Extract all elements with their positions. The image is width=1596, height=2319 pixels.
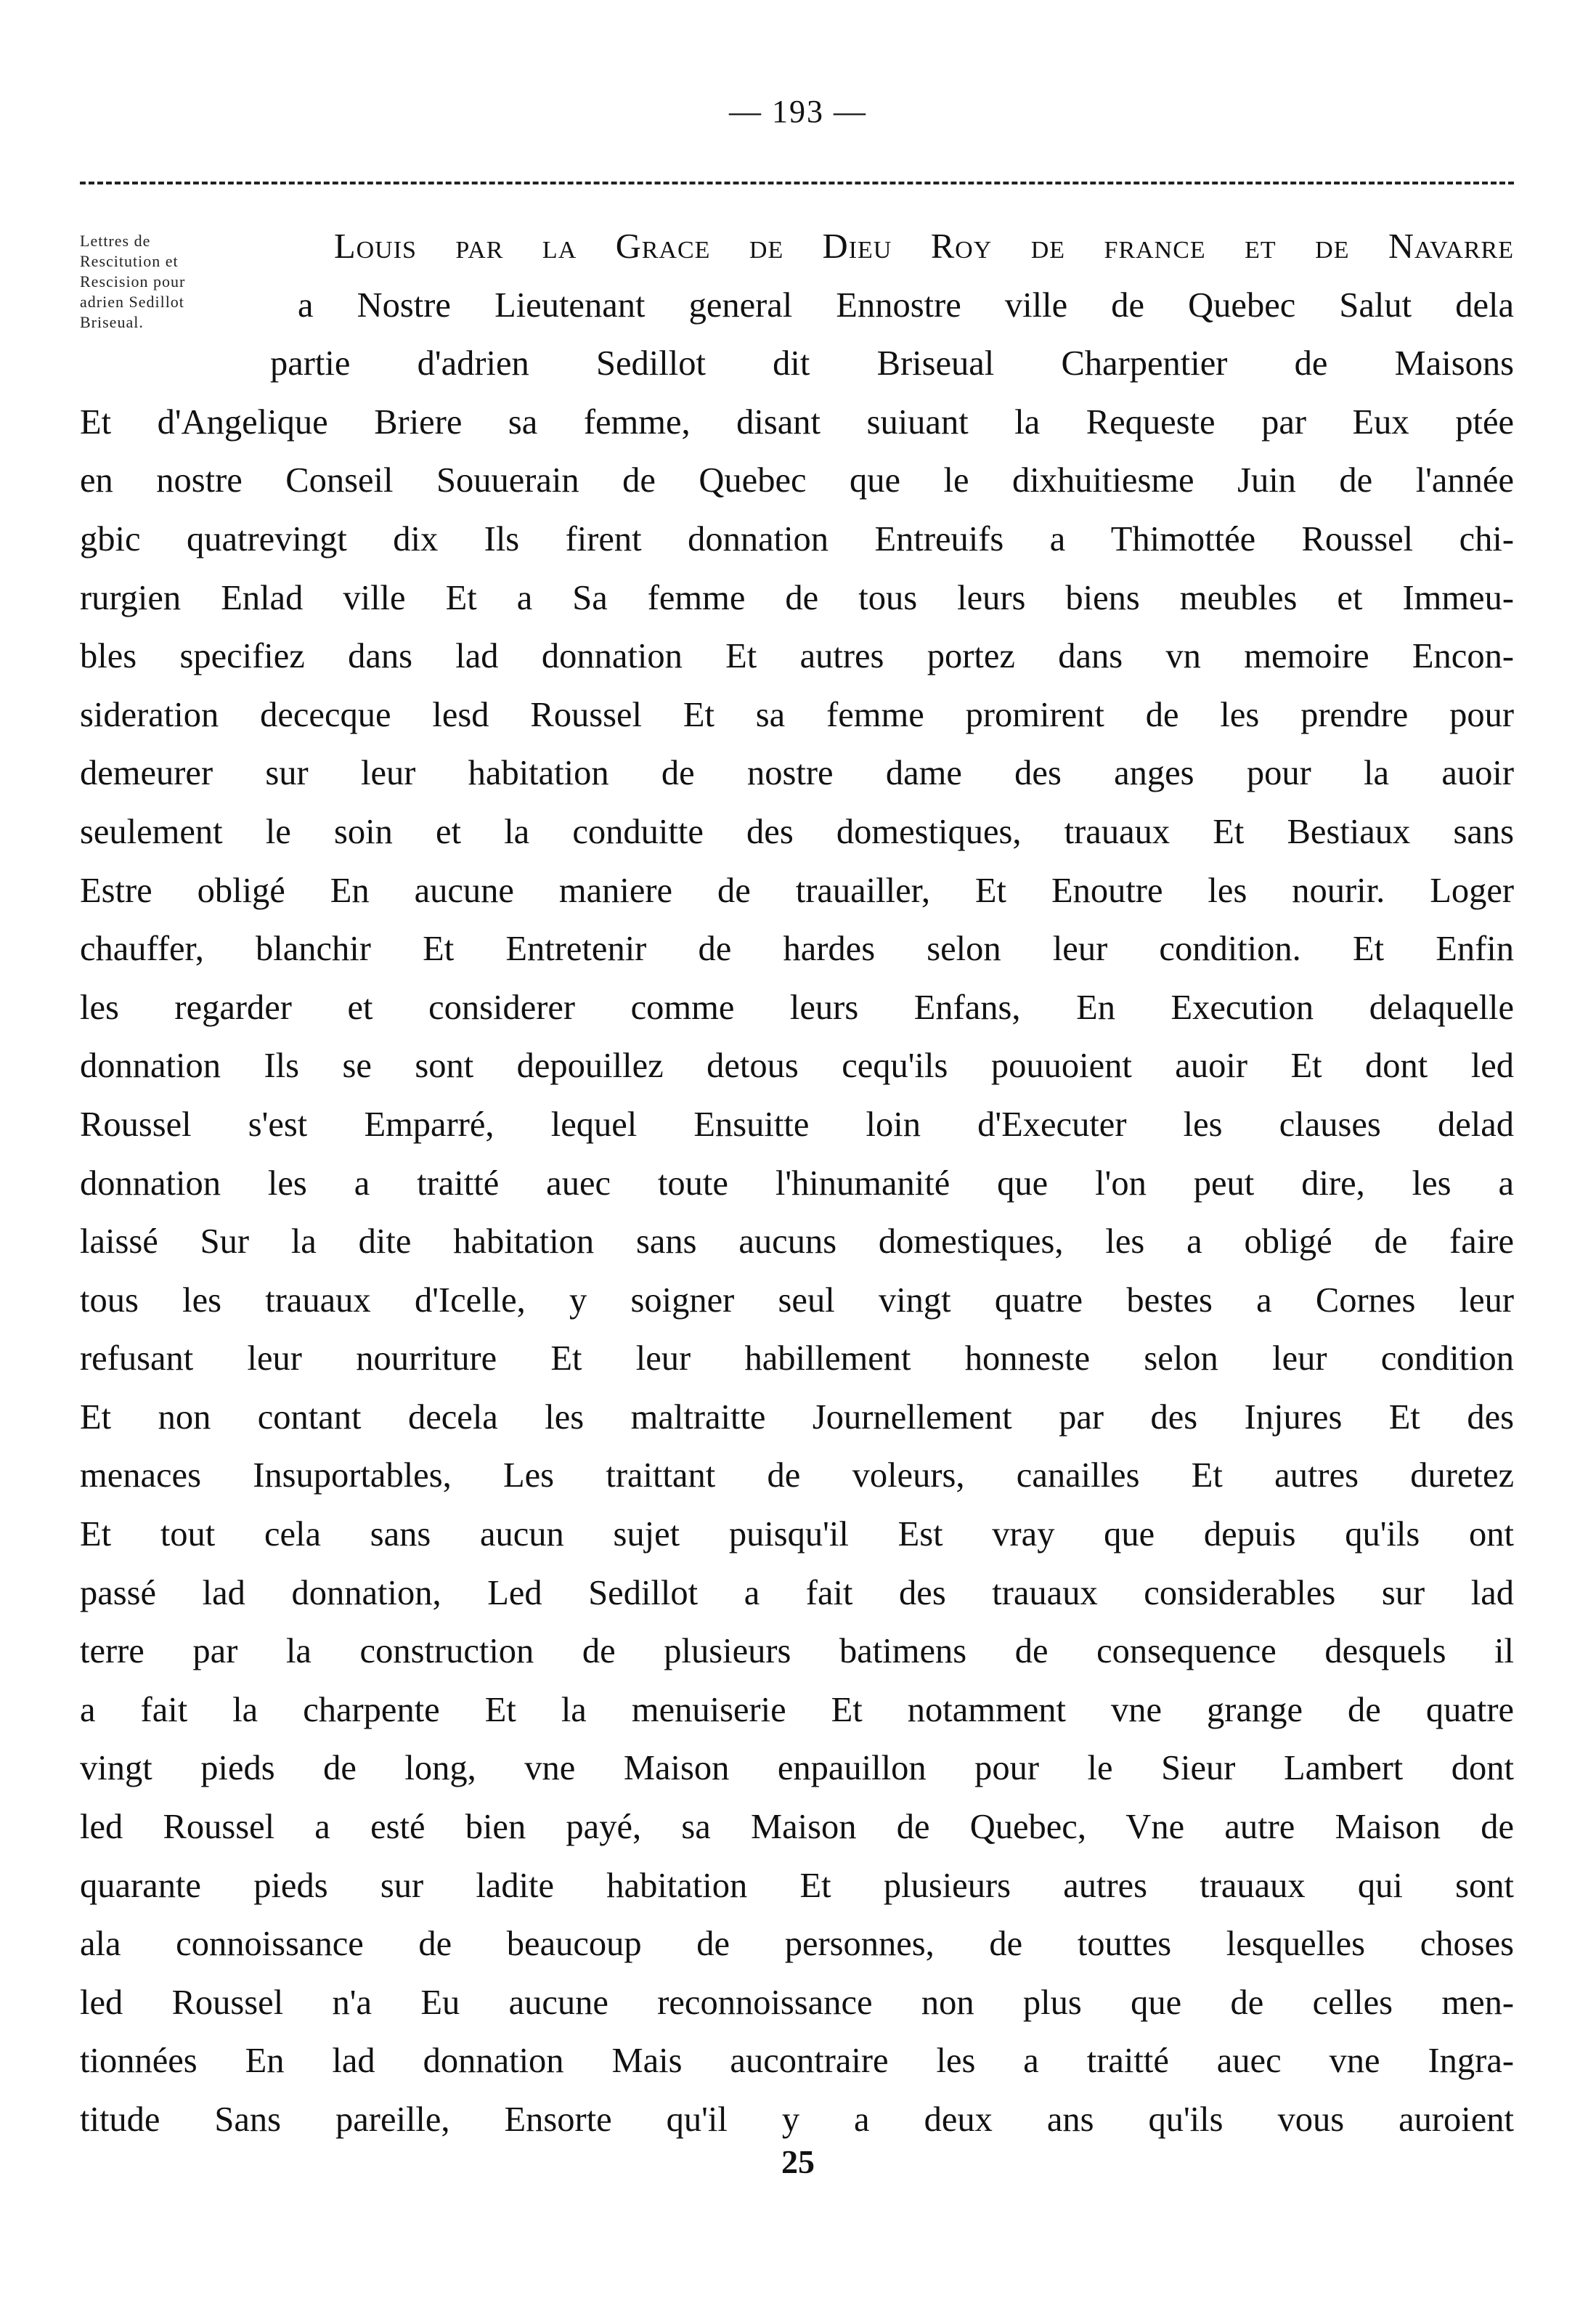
- text-line: led Roussel n'a Eu aucune reconnoissance non plus que de celles men-: [80, 1983, 1514, 2022]
- text-line: demeurer sur leur habitation de nostre dame des anges pour la auoir: [80, 754, 1514, 793]
- text-line: donnation Ils se sont depouillez detous cequ'ils pouuoient auoir Et dont led: [80, 1047, 1514, 1086]
- text-line: bles specifiez dans lad donnation Et autres portez dans vn memoire Encon-: [80, 637, 1514, 676]
- text-line: led Roussel a esté bien payé, sa Maison de Quebec, Vne autre Maison de: [80, 1808, 1514, 1847]
- text-line: seulement le soin et la conduitte des domestiques, trauaux Et Bestiaux sans: [80, 812, 1514, 851]
- text-line: Louis par la Grace de Dieu Roy de france et de Navarre: [334, 227, 1514, 266]
- signature-mark: 25: [781, 2143, 815, 2180]
- text-line: tionnées En lad donnation Mais aucontraire les a traitté auec vne Ingra-: [80, 2042, 1514, 2081]
- margin-note-line: Rescision pour: [80, 272, 186, 291]
- text-line: Et d'Angelique Briere sa femme, disant suiuant la Requeste par Eux ptée: [80, 402, 1514, 442]
- text-line: donnation les a traitté auec toute l'hinumanité que l'on peut dire, les a: [80, 1163, 1514, 1203]
- text-line: a fait la charpente Et la menuiserie Et notamment vne grange de quatre: [80, 1690, 1514, 1729]
- text-line: vingt pieds de long, vne Maison enpauillon pour le Sieur Lambert dont: [80, 1749, 1514, 1788]
- text-line: laissé Sur la dite habitation sans aucuns domestiques, les a obligé de faire: [80, 1222, 1514, 1262]
- text-line: partie d'adrien Sedillot dit Briseual Charpentier de Maisons: [270, 344, 1514, 383]
- text-line: tous les trauaux d'Icelle, y soigner seul vingt quatre bestes a Cornes leur: [80, 1280, 1514, 1320]
- text-line: Et non contant decela les maltraitte Journellement par des Injures Et des: [80, 1397, 1514, 1437]
- text-line: rurgien Enlad ville Et a Sa femme de tous leurs biens meubles et Immeu-: [80, 578, 1514, 617]
- text-line: chauffer, blanchir Et Entretenir de hardes selon leur condition. Et Enfin: [80, 930, 1514, 969]
- margin-note-line: Lettres de: [80, 232, 151, 250]
- text-line: menaces Insuportables, Les traittant de voleurs, canailles Et autres duretez: [80, 1456, 1514, 1495]
- text-line: en nostre Conseil Souuerain de Quebec que le dixhuitiesme Juin de l'année: [80, 461, 1514, 500]
- text-line: refusant leur nourriture Et leur habillement honneste selon leur condition: [80, 1339, 1514, 1378]
- text-line: titude Sans pareille, Ensorte qu'il y a deux ans qu'ils vous auroient: [80, 2100, 1514, 2139]
- text-line: les regarder et considerer comme leurs Enfans, En Execution delaquelle: [80, 988, 1514, 1027]
- body-text: [80, 218, 1514, 2150]
- text-line: a Nostre Lieutenant general Ennostre ville de Quebec Salut dela: [298, 285, 1514, 325]
- text-line: passé lad donnation, Led Sedillot a fait des trauaux considerables sur lad: [80, 1573, 1514, 1612]
- page-number: — 193 —: [729, 94, 867, 129]
- text-line: ala connoissance de beaucoup de personnes, de touttes lesquelles choses: [80, 1925, 1514, 1964]
- text-line: sideration dececque lesd Roussel Et sa femme promirent de les prendre pour: [80, 695, 1514, 734]
- margin-note-line: Rescitution et: [80, 252, 179, 270]
- text-line: Roussel s'est Emparré, lequel Ensuitte loin d'Executer les clauses delad: [80, 1105, 1514, 1144]
- text-line: quarante pieds sur ladite habitation Et plusieurs autres trauaux qui sont: [80, 1866, 1514, 1905]
- header-divider: [80, 182, 1514, 184]
- text-line: gbic quatrevingt dix Ils firent donnation Entreuifs a Thimottée Roussel chi-: [80, 519, 1514, 559]
- text-line: Estre obligé En aucune maniere de trauailler, Et Enoutre les nourir. Loger: [80, 871, 1514, 910]
- margin-note-line: Briseual.: [80, 313, 144, 331]
- text-line: terre par la construction de plusieurs batimens de consequence desquels il: [80, 1632, 1514, 1671]
- margin-note-line: adrien Sedillot: [80, 293, 184, 311]
- text-line: Et tout cela sans aucun sujet puisqu'il Est vray que depuis qu'ils ont: [80, 1515, 1514, 1554]
